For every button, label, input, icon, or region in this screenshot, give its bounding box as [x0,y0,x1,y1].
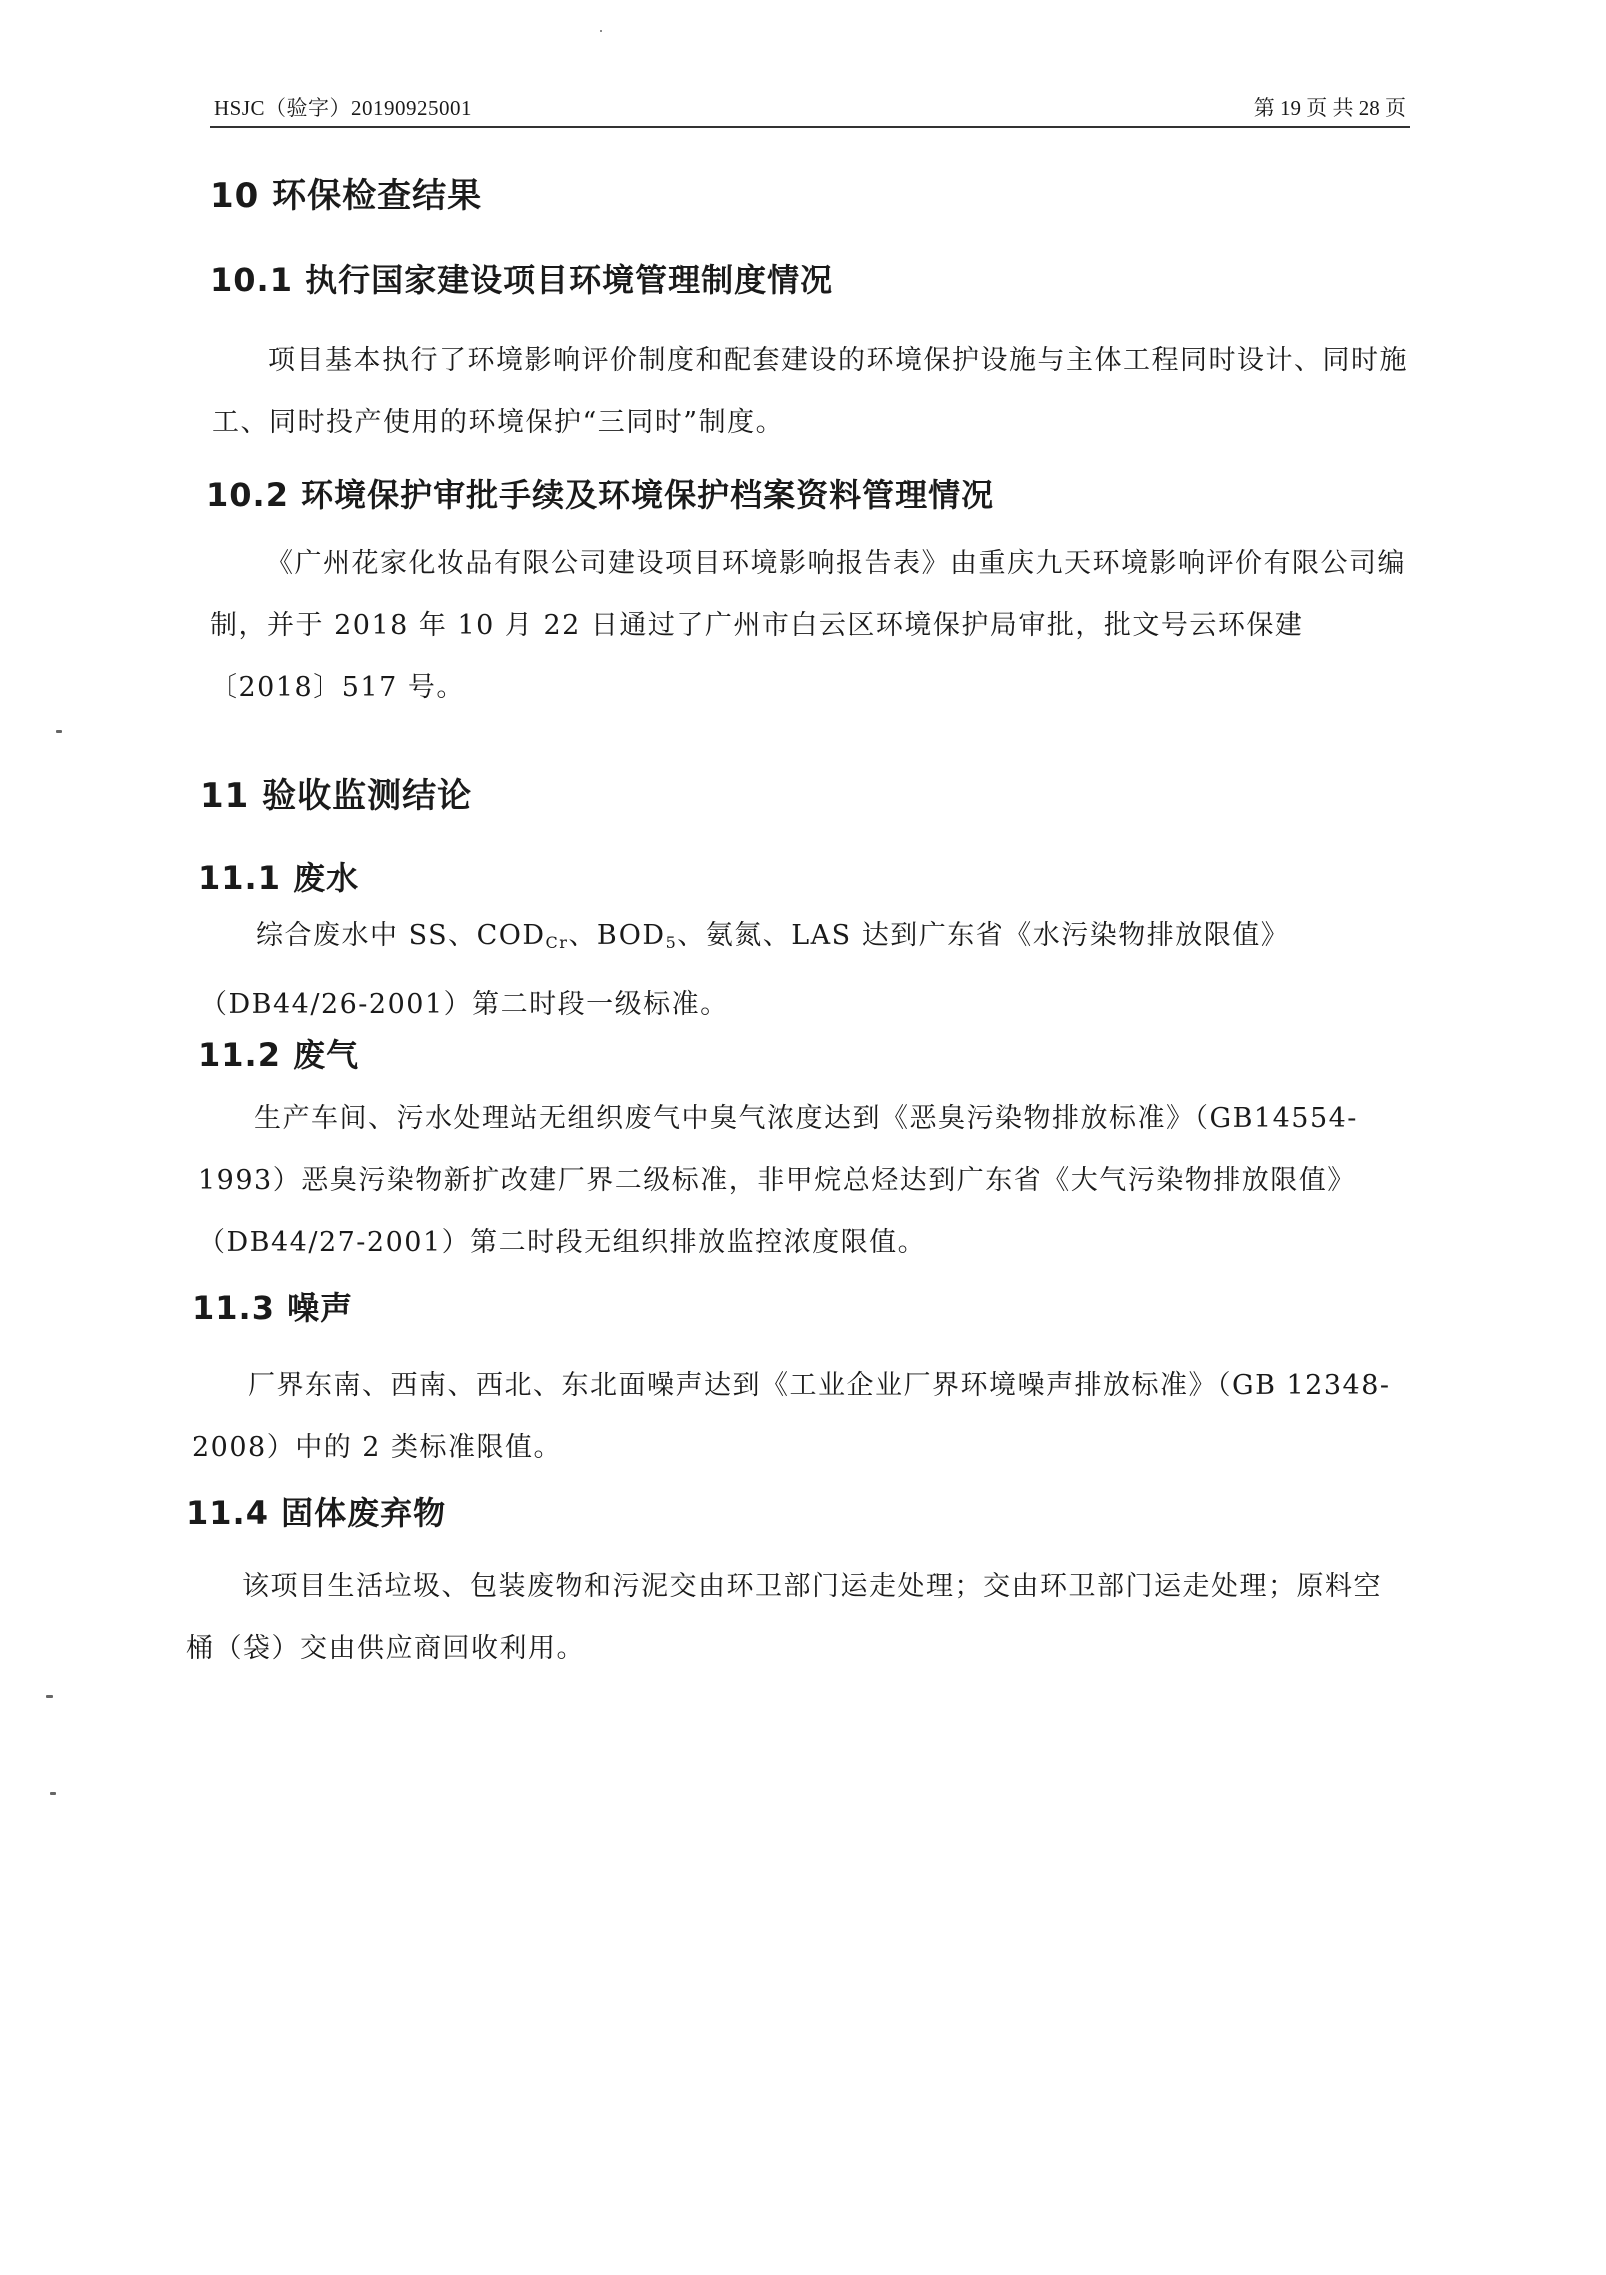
document-id: HSJC（验字）20190925001 [214,96,473,120]
bod-subscript: 5 [665,933,678,952]
section-10-2-title: 10.2 环境保护审批手续及环境保护档案资料管理情况 [206,476,995,514]
page-indicator: 第 19 页 共 28 页 [1253,96,1406,120]
wastewater-text-c: 、氨氮、LAS 达到广东省《水污染物排放限值》（DB44/26-2001）第二时段一级标准。 [200,920,1290,1020]
section-11-1-body [200,905,1410,1036]
section-10-title: 10 环保检查结果 [210,176,483,216]
section-11-4-title: 11.4 固体废弃物 [186,1494,447,1532]
section-11-2-body: 生产车间、污水处理站无组织废气中臭气浓度达到《恶臭污染物排放标准》（GB14554-1993）恶臭污染物新扩改建厂界二级标准，非甲烷总烃达到广东省《大气污染物排放限值》（DB44/27-2001）第二时段无组织排放监控浓度限值。 [198,1103,1358,1258]
wastewater-text-b: 、BOD [568,920,666,951]
page-header [210,92,1410,128]
section-10-2-body: 《广州花家化妆品有限公司建设项目环境影响报告表》由重庆九天环境影响评价有限公司编制，并于 2018 年 10 月 22 日通过了广州市白云区环境保护局审批，批文号云环保建〔2018〕517 号。 [210,548,1406,703]
wastewater-text-a: 综合废水中 SS、COD [256,920,546,951]
scan-speck [50,1792,56,1795]
section-11-3-body: 厂界东南、西南、西北、东北面噪声达到《工业企业厂界环境噪声排放标准》（GB 12348-2008）中的 2 类标准限值。 [192,1370,1391,1463]
section-11-3-title: 11.3 噪声 [192,1289,354,1327]
section-10-1-title: 10.1 执行国家建设项目环境管理制度情况 [210,261,834,299]
cod-subscript: Cr [545,933,569,952]
scan-speck [56,730,62,733]
section-11-2-title: 11.2 废气 [198,1036,360,1074]
scan-speck [600,30,602,32]
section-11-1-title: 11.1 废水 [198,859,360,897]
section-11-4-body: 该项目生活垃圾、包装废物和污泥交由环卫部门运走处理；交由环卫部门运走处理；原料空桶（袋）交由供应商回收利用。 [186,1571,1382,1664]
section-10-1-body: 项目基本执行了环境影响评价制度和配套建设的环境保护设施与主体工程同时设计、同时施工、同时投产使用的环境保护“三同时”制度。 [212,345,1408,438]
scan-speck [46,1695,53,1698]
section-11-title: 11 验收监测结论 [200,776,473,816]
